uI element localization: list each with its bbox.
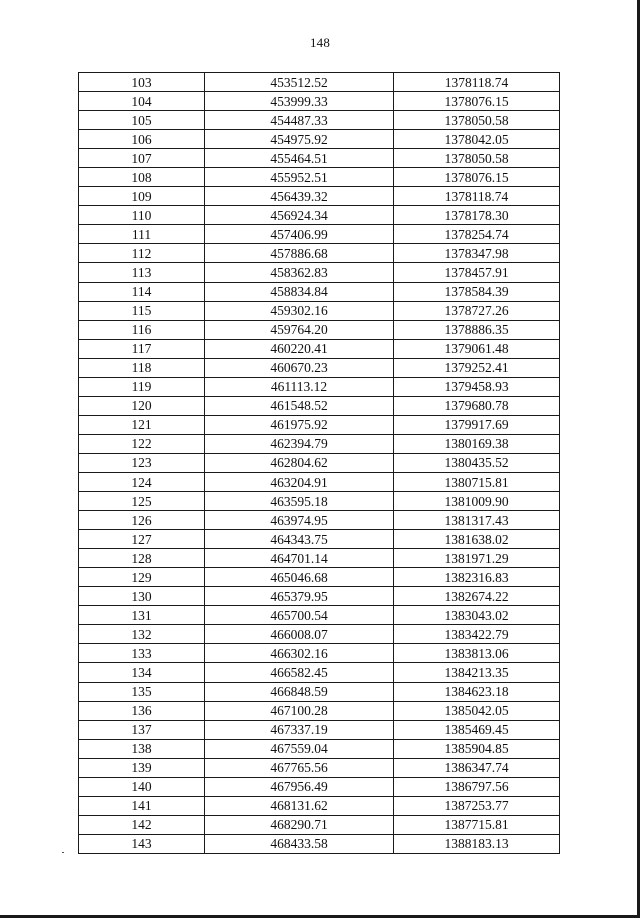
point-number-cell: 124 bbox=[79, 472, 205, 491]
x-coordinate-cell: 458362.83 bbox=[205, 263, 394, 282]
y-coordinate-cell: 1378050.58 bbox=[394, 149, 560, 168]
point-number-cell: 116 bbox=[79, 320, 205, 339]
coordinate-table bbox=[78, 72, 560, 854]
table-row bbox=[79, 682, 560, 701]
x-coordinate-cell: 465046.68 bbox=[205, 568, 394, 587]
point-number-cell: 115 bbox=[79, 301, 205, 320]
point-number-cell: 120 bbox=[79, 396, 205, 415]
y-coordinate-cell: 1378584.39 bbox=[394, 282, 560, 301]
y-coordinate-cell: 1383422.79 bbox=[394, 625, 560, 644]
y-coordinate-cell: 1378118.74 bbox=[394, 187, 560, 206]
x-coordinate-cell: 457406.99 bbox=[205, 225, 394, 244]
point-number-cell: 135 bbox=[79, 682, 205, 701]
table-row bbox=[79, 530, 560, 549]
point-number-cell: 132 bbox=[79, 625, 205, 644]
table-row bbox=[79, 263, 560, 282]
table-row bbox=[79, 606, 560, 625]
coordinate-table-body bbox=[79, 73, 560, 854]
x-coordinate-cell: 461113.12 bbox=[205, 377, 394, 396]
x-coordinate-cell: 467100.28 bbox=[205, 701, 394, 720]
point-number-cell: 105 bbox=[79, 111, 205, 130]
table-row bbox=[79, 301, 560, 320]
point-number-cell: 112 bbox=[79, 244, 205, 263]
table-row bbox=[79, 111, 560, 130]
y-coordinate-cell: 1385904.85 bbox=[394, 739, 560, 758]
x-coordinate-cell: 459764.20 bbox=[205, 320, 394, 339]
table-row bbox=[79, 168, 560, 187]
x-coordinate-cell: 466848.59 bbox=[205, 682, 394, 701]
table-row bbox=[79, 225, 560, 244]
x-coordinate-cell: 456924.34 bbox=[205, 206, 394, 225]
x-coordinate-cell: 468290.71 bbox=[205, 815, 394, 834]
point-number-cell: 126 bbox=[79, 511, 205, 530]
point-number-cell: 139 bbox=[79, 758, 205, 777]
x-coordinate-cell: 463204.91 bbox=[205, 472, 394, 491]
point-number-cell: 137 bbox=[79, 720, 205, 739]
table-row bbox=[79, 587, 560, 606]
x-coordinate-cell: 465700.54 bbox=[205, 606, 394, 625]
point-number-cell: 111 bbox=[79, 225, 205, 244]
y-coordinate-cell: 1379680.78 bbox=[394, 396, 560, 415]
table-row bbox=[79, 568, 560, 587]
point-number-cell: 121 bbox=[79, 415, 205, 434]
y-coordinate-cell: 1381638.02 bbox=[394, 530, 560, 549]
table-row bbox=[79, 815, 560, 834]
y-coordinate-cell: 1378886.35 bbox=[394, 320, 560, 339]
point-number-cell: 122 bbox=[79, 434, 205, 453]
table-row bbox=[79, 396, 560, 415]
point-number-cell: 123 bbox=[79, 453, 205, 472]
point-number-cell: 136 bbox=[79, 701, 205, 720]
table-row bbox=[79, 187, 560, 206]
y-coordinate-cell: 1381317.43 bbox=[394, 511, 560, 530]
table-row bbox=[79, 492, 560, 511]
point-number-cell: 110 bbox=[79, 206, 205, 225]
point-number-cell: 119 bbox=[79, 377, 205, 396]
y-coordinate-cell: 1378076.15 bbox=[394, 92, 560, 111]
x-coordinate-cell: 463974.95 bbox=[205, 511, 394, 530]
point-number-cell: 113 bbox=[79, 263, 205, 282]
x-coordinate-cell: 460220.41 bbox=[205, 339, 394, 358]
table-row bbox=[79, 511, 560, 530]
x-coordinate-cell: 464343.75 bbox=[205, 530, 394, 549]
table-row bbox=[79, 149, 560, 168]
table-row bbox=[79, 625, 560, 644]
point-number-cell: 104 bbox=[79, 92, 205, 111]
y-coordinate-cell: 1378727.26 bbox=[394, 301, 560, 320]
table-row bbox=[79, 796, 560, 815]
x-coordinate-cell: 455952.51 bbox=[205, 168, 394, 187]
y-coordinate-cell: 1385469.45 bbox=[394, 720, 560, 739]
x-coordinate-cell: 455464.51 bbox=[205, 149, 394, 168]
point-number-cell: 103 bbox=[79, 73, 205, 92]
y-coordinate-cell: 1380715.81 bbox=[394, 472, 560, 491]
y-coordinate-cell: 1380169.38 bbox=[394, 434, 560, 453]
point-number-cell: 125 bbox=[79, 492, 205, 511]
point-number-cell: 106 bbox=[79, 130, 205, 149]
table-row bbox=[79, 130, 560, 149]
x-coordinate-cell: 462394.79 bbox=[205, 434, 394, 453]
y-coordinate-cell: 1378457.91 bbox=[394, 263, 560, 282]
point-number-cell: 138 bbox=[79, 739, 205, 758]
x-coordinate-cell: 468131.62 bbox=[205, 796, 394, 815]
table-row bbox=[79, 434, 560, 453]
y-coordinate-cell: 1387715.81 bbox=[394, 815, 560, 834]
x-coordinate-cell: 462804.62 bbox=[205, 453, 394, 472]
point-number-cell: 141 bbox=[79, 796, 205, 815]
y-coordinate-cell: 1387253.77 bbox=[394, 796, 560, 815]
y-coordinate-cell: 1381971.29 bbox=[394, 549, 560, 568]
x-coordinate-cell: 466582.45 bbox=[205, 663, 394, 682]
x-coordinate-cell: 453512.52 bbox=[205, 73, 394, 92]
x-coordinate-cell: 460670.23 bbox=[205, 358, 394, 377]
point-number-cell: 109 bbox=[79, 187, 205, 206]
x-coordinate-cell: 461548.52 bbox=[205, 396, 394, 415]
page-number: 148 bbox=[309, 35, 331, 50]
table-row bbox=[79, 720, 560, 739]
table-row bbox=[79, 701, 560, 720]
point-number-cell: 118 bbox=[79, 358, 205, 377]
y-coordinate-cell: 1384213.35 bbox=[394, 663, 560, 682]
point-number-cell: 107 bbox=[79, 149, 205, 168]
x-coordinate-cell: 467956.49 bbox=[205, 777, 394, 796]
y-coordinate-cell: 1384623.18 bbox=[394, 682, 560, 701]
point-number-cell: 128 bbox=[79, 549, 205, 568]
x-coordinate-cell: 454487.33 bbox=[205, 111, 394, 130]
y-coordinate-cell: 1385042.05 bbox=[394, 701, 560, 720]
point-number-cell: 129 bbox=[79, 568, 205, 587]
x-coordinate-cell: 453999.33 bbox=[205, 92, 394, 111]
point-number-cell: 142 bbox=[79, 815, 205, 834]
x-coordinate-cell: 466008.07 bbox=[205, 625, 394, 644]
y-coordinate-cell: 1386797.56 bbox=[394, 777, 560, 796]
table-row bbox=[79, 244, 560, 263]
x-coordinate-cell: 459302.16 bbox=[205, 301, 394, 320]
point-number-cell: 134 bbox=[79, 663, 205, 682]
table-row bbox=[79, 320, 560, 339]
table-row bbox=[79, 377, 560, 396]
x-coordinate-cell: 461975.92 bbox=[205, 415, 394, 434]
table-row bbox=[79, 453, 560, 472]
table-row bbox=[79, 777, 560, 796]
y-coordinate-cell: 1386347.74 bbox=[394, 758, 560, 777]
table-row bbox=[79, 739, 560, 758]
x-coordinate-cell: 464701.14 bbox=[205, 549, 394, 568]
point-number-cell: 127 bbox=[79, 530, 205, 549]
point-number-cell: 143 bbox=[79, 834, 205, 853]
y-coordinate-cell: 1378347.98 bbox=[394, 244, 560, 263]
point-number-cell: 131 bbox=[79, 606, 205, 625]
y-coordinate-cell: 1379061.48 bbox=[394, 339, 560, 358]
table-row bbox=[79, 282, 560, 301]
x-coordinate-cell: 466302.16 bbox=[205, 644, 394, 663]
y-coordinate-cell: 1378178.30 bbox=[394, 206, 560, 225]
y-coordinate-cell: 1383043.02 bbox=[394, 606, 560, 625]
y-coordinate-cell: 1378118.74 bbox=[394, 73, 560, 92]
x-coordinate-cell: 463595.18 bbox=[205, 492, 394, 511]
y-coordinate-cell: 1378042.05 bbox=[394, 130, 560, 149]
x-coordinate-cell: 454975.92 bbox=[205, 130, 394, 149]
x-coordinate-cell: 456439.32 bbox=[205, 187, 394, 206]
point-number-cell: 114 bbox=[79, 282, 205, 301]
x-coordinate-cell: 467337.19 bbox=[205, 720, 394, 739]
x-coordinate-cell: 467559.04 bbox=[205, 739, 394, 758]
point-number-cell: 117 bbox=[79, 339, 205, 358]
table-row bbox=[79, 339, 560, 358]
x-coordinate-cell: 468433.58 bbox=[205, 834, 394, 853]
y-coordinate-cell: 1380435.52 bbox=[394, 453, 560, 472]
table-row bbox=[79, 206, 560, 225]
point-number-cell: 108 bbox=[79, 168, 205, 187]
x-coordinate-cell: 467765.56 bbox=[205, 758, 394, 777]
x-coordinate-cell: 465379.95 bbox=[205, 587, 394, 606]
table-row bbox=[79, 834, 560, 853]
table-row bbox=[79, 549, 560, 568]
y-coordinate-cell: 1379252.41 bbox=[394, 358, 560, 377]
y-coordinate-cell: 1379917.69 bbox=[394, 415, 560, 434]
table-row bbox=[79, 358, 560, 377]
scan-speck bbox=[62, 852, 64, 853]
point-number-cell: 133 bbox=[79, 644, 205, 663]
point-number-cell: 130 bbox=[79, 587, 205, 606]
table-row bbox=[79, 758, 560, 777]
table-row bbox=[79, 415, 560, 434]
x-coordinate-cell: 458834.84 bbox=[205, 282, 394, 301]
x-coordinate-cell: 457886.68 bbox=[205, 244, 394, 263]
y-coordinate-cell: 1379458.93 bbox=[394, 377, 560, 396]
y-coordinate-cell: 1378050.58 bbox=[394, 111, 560, 130]
table-row bbox=[79, 644, 560, 663]
point-number-cell: 140 bbox=[79, 777, 205, 796]
y-coordinate-cell: 1381009.90 bbox=[394, 492, 560, 511]
y-coordinate-cell: 1382316.83 bbox=[394, 568, 560, 587]
table-row bbox=[79, 663, 560, 682]
y-coordinate-cell: 1378254.74 bbox=[394, 225, 560, 244]
table-row bbox=[79, 92, 560, 111]
y-coordinate-cell: 1388183.13 bbox=[394, 834, 560, 853]
table-row bbox=[79, 472, 560, 491]
y-coordinate-cell: 1378076.15 bbox=[394, 168, 560, 187]
y-coordinate-cell: 1382674.22 bbox=[394, 587, 560, 606]
y-coordinate-cell: 1383813.06 bbox=[394, 644, 560, 663]
table-row bbox=[79, 73, 560, 92]
